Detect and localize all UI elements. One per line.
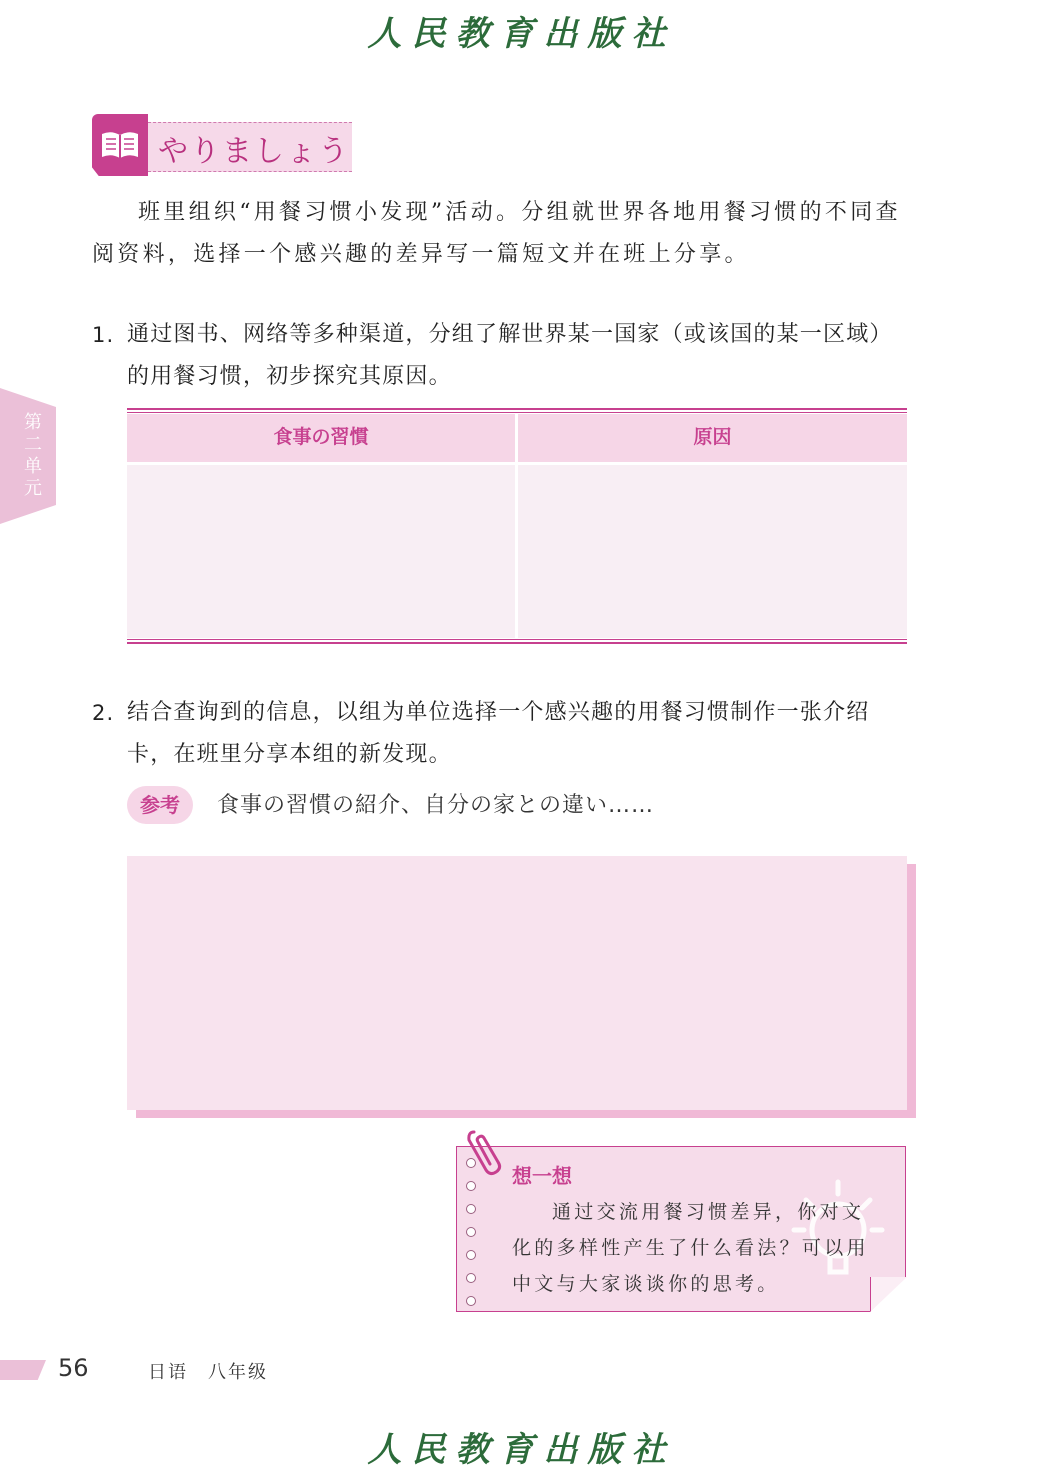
think-line-2: 化的多样性产生了什么看法？可以用 [512, 1237, 869, 1259]
think-line-1: 通过交流用餐习惯差异，你对文 [552, 1201, 865, 1223]
table-header-reason: 原因 [693, 426, 732, 448]
question-1-number: 1. [92, 323, 115, 347]
table-top-rule [127, 408, 907, 410]
table-header-habit: 食事の習慣 [273, 426, 369, 448]
think-body [512, 1194, 872, 1302]
intro-card[interactable] [127, 856, 907, 1110]
unit-side-label: 第二单元 [24, 412, 42, 499]
reference-text: 食事の習慣の紹介、自分の家との違い…… [217, 793, 655, 818]
question-2 [92, 692, 922, 776]
paperclip-icon [466, 1128, 512, 1178]
section-title: やりましょう [158, 134, 350, 169]
reference-badge: 参考 [127, 786, 193, 824]
table-cell-habit[interactable] [127, 465, 515, 638]
binder-holes [466, 1158, 476, 1319]
publisher-logo-bottom: 人民教育出版社 [367, 1430, 676, 1470]
page-number: 56 [58, 1354, 89, 1382]
think-title: 想一想 [512, 1164, 572, 1188]
table-bottom-rule-inner [127, 639, 907, 640]
question-2-line-1: 结合查询到的信息，以组为单位选择一个感兴趣的用餐习惯制作一张介绍 [127, 700, 870, 725]
open-book-icon [100, 130, 140, 160]
question-1-line-1: 通过图书、网络等多种渠道，分组了解世界某一国家（或该国的某一区域） [127, 322, 893, 347]
binder-hole [466, 1204, 476, 1214]
think-box [456, 1146, 906, 1312]
intro-line-2: 阅资料，选择一个感兴趣的差异写一篇短文并在班上分享。 [92, 242, 750, 267]
binder-hole [466, 1273, 476, 1283]
question-2-number: 2. [92, 701, 115, 725]
footer-book-title: 日语 八年级 [148, 1362, 268, 1383]
binder-hole [466, 1296, 476, 1306]
binder-hole [466, 1181, 476, 1191]
intro-paragraph [92, 192, 922, 276]
question-2-line-2: 卡，在班里分享本组的新发现。 [127, 742, 452, 767]
section-header [92, 114, 354, 176]
footer-bar [0, 1360, 46, 1380]
habit-table [127, 408, 907, 644]
question-1 [92, 314, 922, 398]
section-icon-box [92, 114, 148, 176]
publisher-logo-top: 人民教育出版社 [367, 14, 676, 54]
table-bottom-rule [127, 642, 907, 644]
binder-hole [466, 1227, 476, 1237]
table-cell-reason[interactable] [518, 465, 907, 638]
binder-hole [466, 1250, 476, 1260]
table-top-rule-inner [127, 412, 907, 413]
think-line-3: 中文与大家谈谈你的思考。 [512, 1273, 780, 1295]
intro-line-1: 班里组织“用餐习惯小发现”活动。分组就世界各地用餐习惯的不同查 [138, 200, 901, 225]
question-1-line-2: 的用餐习惯，初步探究其原因。 [127, 364, 452, 389]
